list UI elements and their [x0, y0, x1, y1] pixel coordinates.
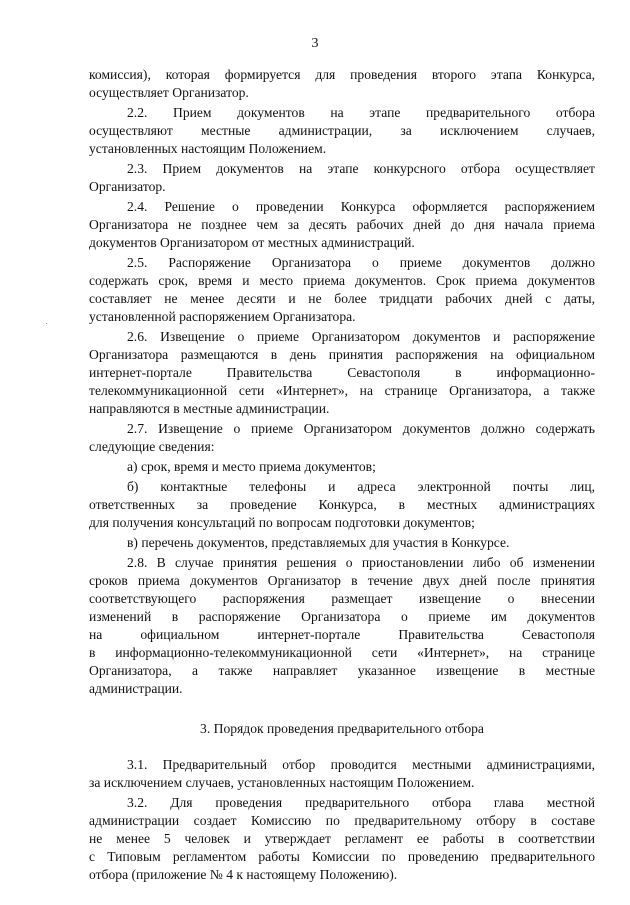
paragraph-line: 2.2. Прием документов на этапе предварительного отбора	[127, 105, 595, 120]
paragraph	[89, 794, 595, 884]
paragraph-line: 2.3. Прием документов на этапе конкурсного отбора осуществляет	[127, 161, 595, 176]
paragraph-line: осуществляют местные администрации, за исключением случаев,	[89, 123, 595, 138]
paragraph-line: с Типовым регламентом работы Комиссии по проведению предварительного	[89, 849, 595, 864]
paragraph-line: в информационно-телекоммуникационной сети «Интернет», на странице	[89, 645, 595, 660]
paragraph-line: в) перечень документов, представляемых для участия в Конкурсе.	[127, 535, 510, 550]
paragraph-line: администрации создает Комиссию по предварительному отбору в составе	[89, 813, 595, 828]
paragraph-line: интернет-портале Правительства Севастополя в информационно-	[89, 365, 595, 380]
paragraph-line: Организатора размещаются в день принятия распоряжения на официальном	[89, 347, 595, 362]
paragraph-line: Организатор.	[89, 179, 166, 194]
paragraph-line: сроков приема документов Организатор в течение двух дней после принятия	[89, 573, 595, 588]
page-number: 3	[311, 36, 319, 51]
paragraph-line: 3.2. Для проведения предварительного отбора глава местной	[127, 795, 595, 810]
section-3-paragraphs	[89, 756, 595, 884]
paragraph	[89, 160, 595, 196]
paragraph-line: 2.7. Извещение о приеме Организатором документов должно содержать	[127, 421, 595, 436]
paragraph-line: следующие сведения:	[89, 439, 215, 454]
paragraph	[89, 198, 595, 252]
paragraph-line: осуществляет Организатор.	[89, 85, 249, 100]
paragraph	[89, 458, 595, 476]
paragraph-line: направляются в местные администрации.	[89, 401, 330, 416]
paragraph-line: установленных настоящим Положением.	[89, 141, 327, 156]
paragraph-line: содержать срок, время и место приема документов. Срок приема документов	[89, 273, 595, 288]
paragraph-line: 2.8. В случае принятия решения о приостановлении либо об изменении	[127, 555, 595, 570]
paragraph	[89, 66, 595, 102]
paragraph	[89, 254, 595, 326]
paragraph	[89, 478, 595, 532]
paragraph-line: составляет не менее десяти и не более тридцати рабочих дней с даты,	[89, 291, 595, 306]
paragraph	[89, 534, 595, 552]
paragraph	[89, 420, 595, 456]
margin-mark	[46, 323, 47, 324]
paragraph-line: а) срок, время и место приема документов;	[127, 459, 376, 474]
paragraph	[89, 756, 595, 792]
paragraph-line: на официальном интернет-портале Правительства Севастополя	[89, 627, 595, 642]
paragraph-line: 3.1. Предварительный отбор проводится местными администрациями,	[127, 757, 595, 772]
paragraph-line: соответствующего распоряжения размещает извещение о внесении	[89, 591, 595, 606]
paragraph-line: за исключением случаев, установленных настоящим Положением.	[89, 775, 475, 790]
paragraph-line: ответственных за проведение Конкурса, в местных администрациях	[89, 497, 595, 512]
paragraph-line: 2.4. Решение о проведении Конкурса оформляется распоряжением	[127, 199, 595, 214]
paragraph-line: Организатора не позднее чем за десять рабочих дней до дня начала приема	[89, 217, 595, 232]
document-body	[89, 66, 595, 886]
paragraph	[89, 104, 595, 158]
paragraph-line: б) контактные телефоны и адреса электронной почты лиц,	[127, 479, 595, 494]
paragraph-line: установленной распоряжением Организатора.	[89, 309, 356, 324]
section-2-paragraphs	[89, 66, 595, 698]
paragraph-line: не менее 5 человек и утверждает регламент ее работы в соответствии	[89, 831, 595, 846]
paragraph-line: для получения консультаций по вопросам подготовки документов;	[89, 515, 475, 530]
paragraph-line: 2.5. Распоряжение Организатора о приеме документов должно	[127, 255, 595, 270]
paragraph-line: изменений в распоряжение Организатора о приеме им документов	[89, 609, 595, 624]
paragraph-line: Организатора, а также направляет указанное извещение в местные	[89, 663, 595, 678]
paragraph-line: 2.6. Извещение о приеме Организатором документов и распоряжение	[127, 329, 595, 344]
paragraph-line: документов Организатором от местных администраций.	[89, 235, 415, 250]
paragraph-line: комиссия), которая формируется для проведения второго этапа Конкурса,	[89, 67, 595, 82]
paragraph	[89, 328, 595, 418]
paragraph-line: администрации.	[89, 681, 183, 696]
paragraph-line: отбора (приложение № 4 к настоящему Положению).	[89, 867, 398, 882]
paragraph-line: телекоммуникационной сети «Интернет», на странице Организатора, а также	[89, 383, 595, 398]
paragraph	[89, 554, 595, 698]
section-heading: 3. Порядок проведения предварительного отбора	[200, 721, 484, 736]
